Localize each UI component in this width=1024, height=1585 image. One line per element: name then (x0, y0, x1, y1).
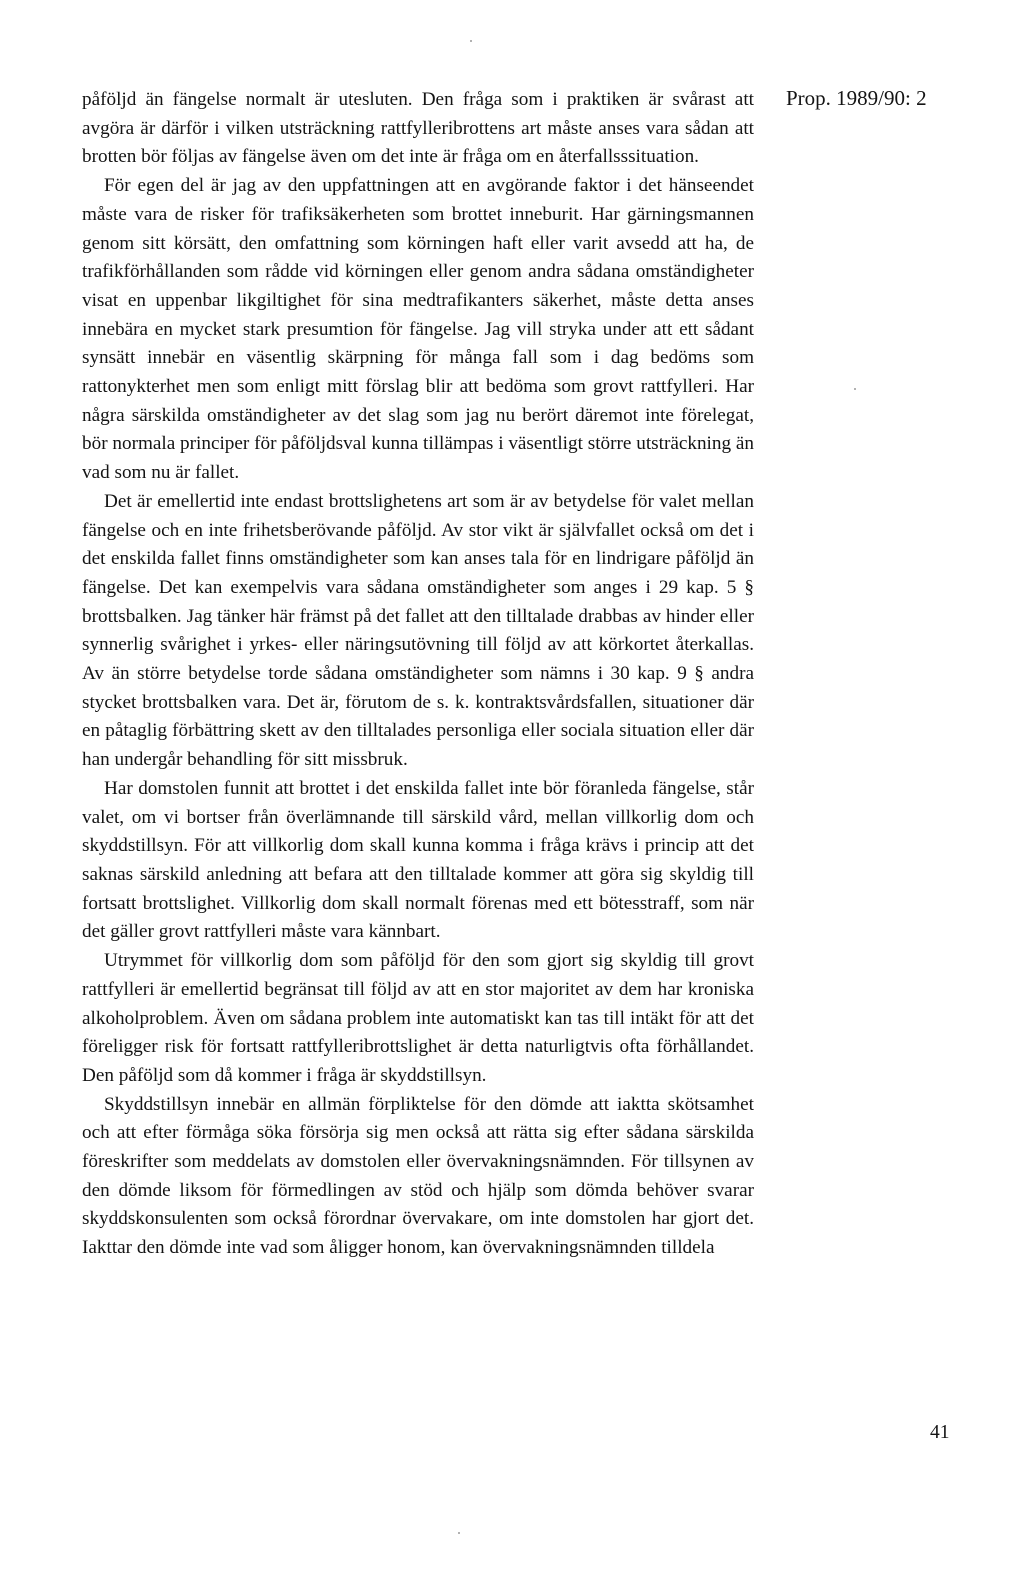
paragraph-4: Har domstolen funnit att brottet i det enskilda fallet inte bör föranleda fängelse, står valet, om vi bortser från överlämnande till särskild vård, mellan villkorlig dom och skyddstillsyn. För att villkorlig dom skall kunna komma i fråga krävs i princip att det saknas särskild anledning att befara att den tilltalade kommer att göra sig skyldig till fortsatt brottslighet. Villkorlig dom skall normalt förenas med ett bötesstraff, som när det gäller grovt rattfylleri måste vara kännbart. (82, 777, 754, 943)
page-number: 41 (930, 1422, 950, 1443)
scan-speck (458, 1532, 460, 1534)
paragraph-5: Utrymmet för villkorlig dom som påföljd för den som gjort sig skyldig till grovt rattfylleri är emellertid begränsat till följd av att en stor majoritet av dem har kroniska alkoholproblem. Även om sådana problem inte automatiskt kan tas till intäkt för att det föreligger risk för fortsatt rattfylleribrottslighet är detta naturligtvis ofta förhållandet. Den påföljd som då kommer i fråga är skyddstillsyn. (82, 950, 754, 1086)
scan-speck (470, 40, 472, 42)
paragraph-2: För egen del är jag av den uppfattningen att en avgörande faktor i det hänseendet måste vara de risker för trafiksäkerheten som brottet inneburit. Har gärningsmannen genom sitt körsätt, den omfattning som körningen haft eller varit avsedd att ha, de trafikförhållanden som rådde vid körningen eller genom andra sådana omständigheter visat en uppenbar likgiltighet för sina medtrafikanters säkerhet, måste detta anses innebära en mycket stark presumtion för fängelse. Jag vill stryka under att ett sådant synsätt innebär en väsentlig skärpning för många fall som i dag bedöms som rattonykterhet men som enligt mitt förslag blir att bedöma som grovt rattfylleri. Har några särskilda omständigheter av det slag som jag nu berört däremot inte förelegat, bör normala principer för påföljdsval kunna tillämpas i väsentligt större utsträckning än vad som nu är fallet. (82, 175, 754, 484)
document-reference: Prop. 1989/90: 2 (786, 86, 927, 110)
scan-speck (854, 388, 856, 390)
body-text (82, 86, 754, 1263)
paragraph-6: Skyddstillsyn innebär en allmän förpliktelse för den dömde att iaktta skötsamhet och att efter förmåga söka försörja sig men också att rätta sig efter sådana särskilda föreskrifter som meddelats av domstolen eller övervakningsnämnden. För tillsynen av den dömde liksom för förmedlingen av stöd och hjälp som dömda behöver svarar skyddskonsulenten som också förordnar övervakare, om inte domstolen har gjort det. Iakttar den dömde inte vad som åligger honom, kan övervakningsnämnden tilldela (82, 1093, 754, 1259)
paragraph-1: påföljd än fängelse normalt är utesluten. Den fråga som i praktiken är svårast att avgöra är därför i vilken utsträckning rattfylleribrottens art måste anses vara sådan att brotten bör följas av fängelse även om det inte är fråga om en återfallsssituation. (82, 89, 754, 168)
paragraph-3: Det är emellertid inte endast brottslighetens art som är av betydelse för valet mellan fängelse och en inte frihetsberövande påföljd. Av stor vikt är självfallet också om det i det enskilda fallet finns omständigheter som kan anses tala för en lindrigare påföljd än fängelse. Det kan exempelvis vara sådana omständigheter som anges i 29 kap. 5 § brottsbalken. Jag tänker här främst på det fallet att den tilltalade drabbas av hinder eller synnerlig svårighet i yrkes- eller näringsutövning till följd av att körkortet återkallas. Av än större betydelse torde sådana omständigheter som nämns i 30 kap. 9 § andra stycket brottsbalken vara. Det är, förutom de s. k. kontraktsvårdsfallen, situationer där en påtaglig förbättring skett av den tilltalades personliga eller sociala situation eller där han undergår behandling för sitt missbruk. (82, 490, 754, 771)
